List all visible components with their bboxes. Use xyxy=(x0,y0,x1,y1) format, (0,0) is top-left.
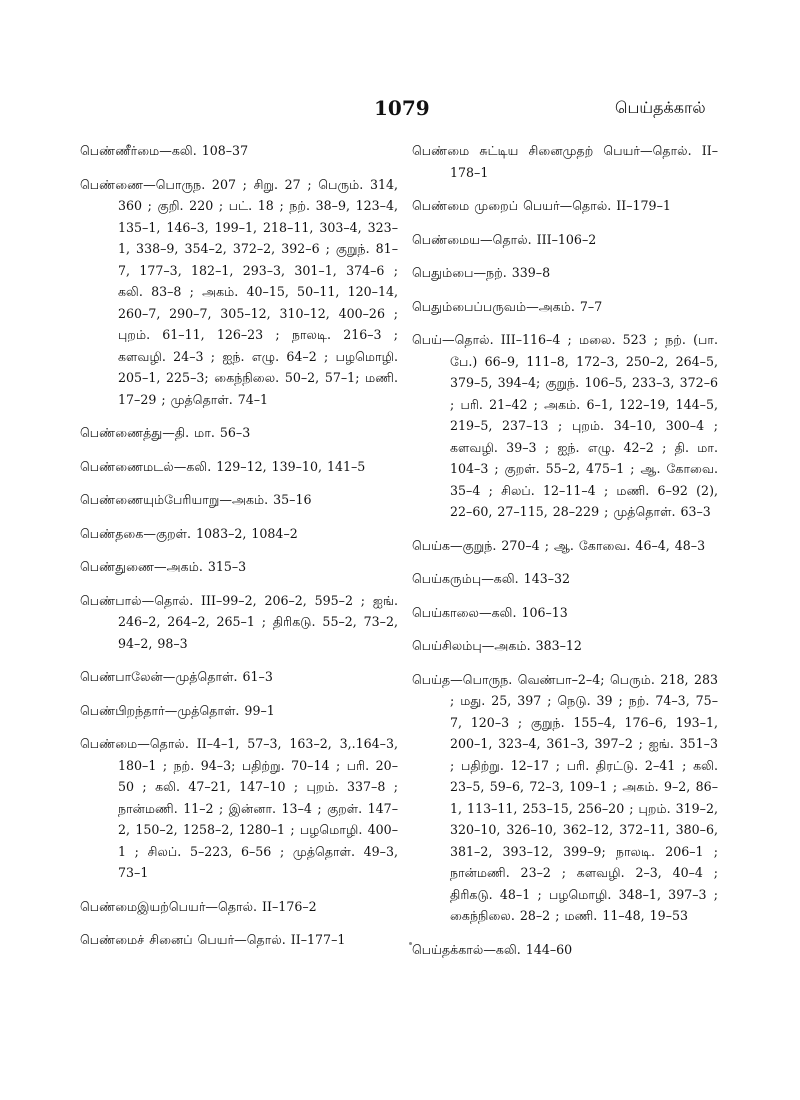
running-head: பெய்தக்கால் xyxy=(615,98,706,117)
index-entry: பெய்—தொல். III–116–4 ; மலை. 523 ; நற். (பா. பே.) 66–9, 111–8, 172–3, 250–2, 264–5, 379–5, 394–4; குறுந். 106–5, 233–3, 372–6 ; பரி. 21–42 ; அகம். 6–1, 122–19, 144–5, 219–5, 237–13 ; புறம். 34–10, 300–4 ; களவழி. 39–3 ; ஐந். எழு. 42–2 ; தி. மா. 104–3 ; குறள். 55–2, 475–1 ; ஆ. கோவை. 35–4 ; சிலப். 12–11–4 ; மணி. 6–92 (2), 22–60, 27–115, 28–229 ; முத்தொள். 63–3 xyxy=(412,332,718,519)
index-entry: பெண்மை சுட்டிய சினைமுதற் பெயர்—தொல். II–178–1 xyxy=(412,143,718,180)
page-number: 1079 xyxy=(374,96,430,120)
index-entry: பெண்மைச் சினைப் பெயர்—தொல். II–177–1 xyxy=(80,932,346,947)
index-entry: பெண்மைஇயற்பெயர்—தொல். II–176–2 xyxy=(80,898,317,914)
index-entry: பெண்ணைத்து—தி. மா. 56–3 xyxy=(80,425,251,440)
index-entry: பெண்துணை—அகம். 315–3 xyxy=(80,559,247,574)
index-entry: பெண்பாலேன்—முத்தொள். 61–3 xyxy=(80,669,273,684)
index-entry: பெய்காலை—கலி. 106–13 xyxy=(412,604,568,620)
page-header xyxy=(0,96,800,124)
right-column xyxy=(412,140,718,972)
left-column xyxy=(80,140,398,963)
index-entry: பெண்ணை—பொருந. 207 ; சிறு. 27 ; பெரும். 314, 360 ; குறி. 220 ; பட். 18 ; நற். 38–9, 123–4, 135–1, 146–3, 199–1, 218–11, 303–4, 323–1, 338–9, 354–2, 372–2, 392–6 ; குறுந். 81–7, 177–3, 182–1, 293–3, 301–1, 374–6 ; கலி. 83–8 ; அகம். 40–15, 50–11, 120–14, 260–7, 290–7, 305–12, 310–12, 400–26 ; புறம். 61–11, 126–23 ; நாலடி. 216–3 ; களவழி. 24–3 ; ஐந். எழு. 64–2 ; பழமொழி. 205–1, 225–3; கைந்நிலை. 50–2, 57–1; மணி. 17–29 ; முத்தொள். 74–1 xyxy=(80,176,398,407)
index-entry: பெய்த—பொருந. வெண்பா–2–4; பெரும். 218, 283 ; மது. 25, 397 ; நெடு. 39 ; நற். 74–3, 75–7, 120–3 ; குறுந். 155–4, 176–6, 193–1, 200–1, 323–4, 361–3, 397–2 ; ஐங். 351–3 ; பதிற்று. 12–17 ; பரி. திரட்டு. 2–41 ; கலி. 23–5, 59–6, 72–3, 109–1 ; அகம். 9–2, 86–1, 113–11, 253–15, 256–20 ; புறம். 319–2, 320–10, 326–10, 362–12, 372–11, 380–6, 381–2, 393–12, 399–9; நாலடி. 206–1 ; நான்மணி. 23–2 ; களவழி. 2–3, 40–4 ; திரிகடு. 48–1 ; பழமொழி. 348–1, 397–3 ; கைந்நிலை. 28–2 ; மணி. 11–48, 19–53 xyxy=(412,671,718,923)
index-entry: பெண்பால்—தொல். III–99–2, 206–2, 595–2 ; ஐங். 246–2, 264–2, 265–1 ; திரிகடு. 55–2, 73–2, 94–2, 98–3 xyxy=(80,592,398,651)
index-entry: பெண்ணீர்மை—கலி. 108–37 xyxy=(80,143,249,158)
index-entry: பெண்பிறந்தார்—முத்தொள். 99–1 xyxy=(80,702,275,718)
index-entry: பெண்மை முறைப் பெயர்—தொல். II–179–1 xyxy=(412,198,671,213)
index-entry: பெண்தகை—குறள். 1083–2, 1084–2 xyxy=(80,525,298,541)
print-speck xyxy=(409,942,412,945)
index-entry: பெண்மை—தொல். II–4–1, 57–3, 163–2, 3,.164–3, 180–1 ; நற். 94–3; பதிற்று. 70–14 ; பரி. 20–50 ; கலி. 47–21, 147–10 ; புறம். 337–8 ; நான்மணி. 11–2 ; இன்னா. 13–4 ; குறள். 147–2, 150–2, 1258–2, 1280–1 ; பழமொழி. 400–1 ; சிலப். 5–223, 6–56 ; முத்தொள். 49–3, 73–1 xyxy=(80,736,398,880)
index-entry: பெதும்பைப்பருவம்—அகம். 7–7 xyxy=(412,298,603,314)
index-entry: பெய்கரும்பு—கலி. 143–32 xyxy=(412,571,571,586)
index-entry: பெண்மைய—தொல். III–106–2 xyxy=(412,231,597,247)
index-entry: பெண்ணையும்பேரியாறு—அகம். 35–16 xyxy=(80,492,312,507)
index-entry: பெய்சிலம்பு—அகம். 383–12 xyxy=(412,638,582,653)
index-entry: பெய்க—குறுந். 270–4 ; ஆ. கோவை. 46–4, 48–3 xyxy=(412,537,706,553)
index-entry: பெய்தக்கால்—கலி. 144–60 xyxy=(412,941,573,957)
index-entry: பெதும்பை—நற். 339–8 xyxy=(412,265,551,280)
index-entry: பெண்ணைமடல்—கலி. 129–12, 139–10, 141–5 xyxy=(80,458,366,474)
